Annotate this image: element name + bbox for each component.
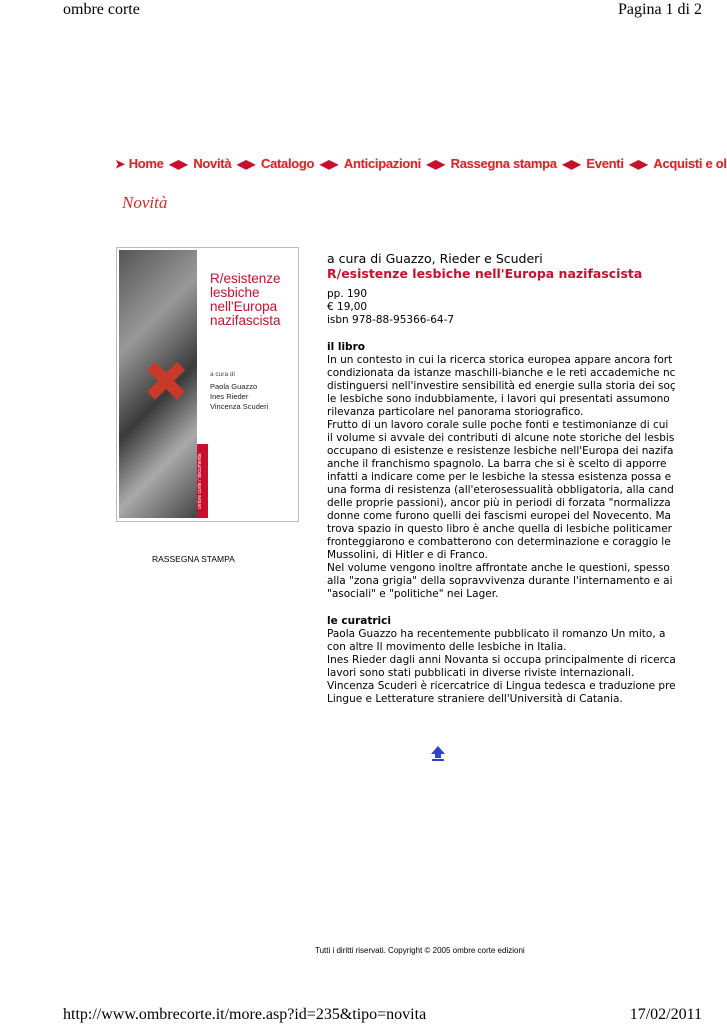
text-line: delle proprie passioni), ancor più in periodi di forzata "normalizza bbox=[327, 497, 671, 509]
text-line: Nel volume vengono inoltre affrontate anche le questioni, spesso bbox=[327, 562, 670, 574]
cover-title-line: nazifascista bbox=[210, 313, 281, 328]
text-line: anche il franchismo spagnolo. La barra che si è scelto di apporre bbox=[327, 458, 667, 470]
double-arrow-icon: ◀▶ bbox=[319, 157, 339, 171]
text-line: trova spazio in questo libro è anche quella di lesbiche politicamer bbox=[327, 523, 673, 535]
text-line: donne come furono quelli dei fascismi europei del Novecento. Ma bbox=[327, 510, 671, 522]
text-line: Paola Guazzo ha recentemente pubblicato il romanzo Un mito, a bbox=[327, 628, 666, 640]
text-line: con altre Il movimento delle lesbiche in Italia. bbox=[327, 641, 567, 653]
nav-anticipazioni[interactable]: Anticipazioni bbox=[343, 156, 421, 171]
book-cover bbox=[116, 247, 299, 522]
text-line: Ines Rieder dagli anni Novanta si occupa principalmente di ricerca bbox=[327, 654, 676, 666]
book-info bbox=[327, 251, 676, 706]
book-description bbox=[327, 354, 676, 601]
cover-title-line: R/esistenze bbox=[210, 271, 281, 286]
cover-a-cura: a cura di bbox=[210, 371, 235, 378]
arrow-up-icon bbox=[430, 745, 446, 763]
text-line: Vincenza Scuderi è ricercatrice di Lingua tedesca e traduzione pre bbox=[327, 680, 676, 692]
text-line: una forma di resistenza (all'eterosessualità obbligatoria, alla cand bbox=[327, 484, 674, 496]
cover-author: Vincenza Scuderi bbox=[210, 402, 269, 411]
text-line: Frutto di un lavoro corale sulle poche fonti e testimonianze di cui bbox=[327, 419, 669, 431]
nav-catalogo[interactable]: Catalogo bbox=[260, 156, 315, 171]
book-meta bbox=[327, 288, 659, 327]
section-label-curatrici: le curatrici bbox=[327, 615, 391, 627]
book-title: R/esistenze lesbiche nell'Europa nazifascista bbox=[327, 266, 643, 281]
main-nav bbox=[115, 156, 727, 176]
text-line: Mussolini, di Hitler e di Franco. bbox=[327, 549, 488, 561]
text-line: condizionata da istanze maschili-bianche e le reti accademiche nc bbox=[327, 367, 676, 379]
book-isbn: isbn 978-88-95366-64-7 bbox=[327, 314, 455, 326]
cover-spine-label: ombre corte / documenta bbox=[197, 444, 208, 518]
cover-title-line: lesbiche bbox=[210, 285, 260, 300]
book-pages: pp. 190 bbox=[327, 288, 368, 300]
double-arrow-icon: ◀▶ bbox=[426, 157, 446, 171]
cover-symbol-icon: ✚ bbox=[123, 340, 207, 423]
double-arrow-icon: ◀▶ bbox=[169, 157, 188, 171]
text-line: occupano di esistenze e resistenze lesbiche nell'Europa dei nazifa bbox=[327, 445, 674, 457]
copyright-notice: Tutti i diritti riservati. Copyright © 2005 ombre corte edizioni bbox=[315, 946, 525, 955]
nav-home[interactable]: Home bbox=[128, 156, 164, 171]
text-line: lavori sono stati pubblicati in diverse riviste internazionali. bbox=[327, 667, 635, 679]
book-editors: a cura di Guazzo, Rieder e Scuderi bbox=[327, 251, 543, 266]
section-title: Novità bbox=[122, 193, 168, 212]
text-line: infatti a indicare come per le lesbiche la stessa esistenza possa e bbox=[327, 471, 672, 483]
double-arrow-icon: ◀▶ bbox=[629, 157, 648, 171]
text-line: fronteggiarono e combatterono con determinazione e coraggio le bbox=[327, 536, 671, 548]
text-line: le lesbiche sono indubbiamente, i lavori qui presentati assumono bbox=[327, 393, 670, 405]
page-url: http://www.ombrecorte.it/more.asp?id=235&tipo=novita bbox=[63, 1006, 427, 1023]
text-line: "asociali" e "politiche" nei Lager. bbox=[327, 588, 499, 600]
page-number: Pagina 1 di 2 bbox=[618, 1, 702, 18]
nav-rassegna-stampa[interactable]: Rassegna stampa bbox=[450, 156, 557, 171]
cover-author: Ines Rieder bbox=[210, 392, 249, 401]
text-line: Lingue e Letterature straniere dell'Università di Catania. bbox=[327, 693, 623, 705]
arrow-right-icon: ➤ bbox=[115, 157, 126, 171]
text-line: In un contesto in cui la ricerca storica europea appare ancora fort bbox=[327, 354, 673, 366]
cover-authors bbox=[210, 382, 268, 412]
cover-title-line: nell'Europa bbox=[210, 299, 278, 314]
double-arrow-icon: ◀▶ bbox=[236, 157, 256, 171]
press-review-link[interactable]: RASSEGNA STAMPA bbox=[152, 554, 235, 564]
double-arrow-icon: ◀▶ bbox=[562, 157, 581, 171]
nav-eventi[interactable]: Eventi bbox=[586, 156, 624, 171]
text-line: il volume si avvale dei contributi di alcune note storiche del lesbis bbox=[327, 432, 675, 444]
cover-author: Paola Guazzo bbox=[210, 382, 258, 391]
site-name: ombre corte bbox=[63, 1, 140, 18]
print-header bbox=[0, 0, 724, 22]
editors-description bbox=[327, 628, 676, 706]
back-to-top-icon[interactable] bbox=[430, 745, 446, 763]
nav-acquisti[interactable]: Acquisti e ol bbox=[653, 156, 727, 171]
text-line: rilevanza particolare nel panorama storiografico. bbox=[327, 406, 584, 418]
book-price: € 19,00 bbox=[327, 301, 368, 313]
text-line: distinguersi nell'investire sensibilità ed energie sulla storia dei soç bbox=[327, 380, 676, 392]
text-line: alla "zona grigia" della sopravvivenza durante l'internamento e ai bbox=[327, 575, 673, 587]
nav-novita[interactable]: Novità bbox=[193, 156, 232, 171]
section-label-libro: il libro bbox=[327, 341, 365, 353]
print-date: 17/02/2011 bbox=[629, 1006, 702, 1023]
print-footer bbox=[0, 1006, 724, 1024]
cover-title bbox=[210, 272, 281, 328]
